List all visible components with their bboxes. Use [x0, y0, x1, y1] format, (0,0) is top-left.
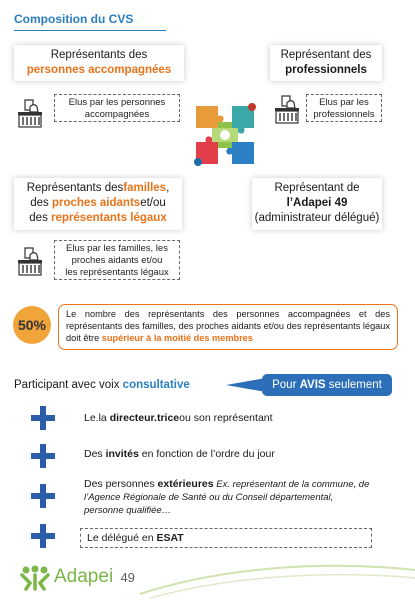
item-invites [84, 448, 275, 461]
plus-icon [31, 524, 55, 548]
ballot-box-icon [16, 98, 44, 128]
logo-number: 49 [120, 570, 135, 585]
item-exterieures-bold: extérieures [157, 478, 214, 490]
rep-adapei-line2: l’Adapei 49 [286, 197, 348, 209]
logo-name: Adapei [54, 566, 114, 587]
rep-box-familles [14, 178, 182, 230]
elus-box-familles [54, 240, 180, 280]
rep-professionnels-line1: Représentant des [280, 49, 372, 61]
adapei-logo-icon [20, 565, 50, 591]
quota-text: Le nombre des représentants des personnes accompagnées et des représentants des familles, des proches aidants et/ou des représentants légaux doit être [66, 309, 390, 343]
elus-accompagnees-line2: accompagnées [84, 109, 150, 120]
rep-familles-etou: et/ou [140, 197, 166, 209]
elus-familles-line3: les représentants légaux [65, 267, 169, 278]
item-invites-post: en fonction de l’ordre du jour [138, 448, 275, 460]
bubble-pre: Pour [272, 379, 300, 391]
item-esat [80, 528, 372, 548]
item-exterieures [84, 478, 374, 517]
page-title: Composition du CVS [14, 12, 134, 26]
bubble-post: seulement [325, 379, 382, 391]
rep-professionnels-line2: professionnels [285, 64, 367, 76]
item-directeur-pre: Le.la [84, 412, 110, 424]
rep-familles-des2: des [29, 212, 52, 224]
rep-familles-legaux: représentants légaux [51, 212, 167, 224]
percent-value: 50% [17, 317, 47, 333]
elus-box-accompagnees [54, 94, 180, 122]
quota-highlight: supérieur à la moitié des membres [101, 333, 253, 343]
rep-familles-comma: , [166, 182, 170, 194]
item-directeur-post: ou son représentant [179, 412, 273, 424]
ballot-box-icon [16, 246, 44, 276]
rep-box-accompagnees [14, 45, 184, 81]
plus-icon [31, 484, 55, 508]
participants-consultative: consultative [122, 379, 190, 391]
elus-accompagnees-line1: Elus par les personnes [68, 97, 166, 108]
item-directeur-bold: directeur.trice [109, 412, 180, 424]
item-directeur [84, 412, 273, 425]
rep-familles-prefix: Représentants des [26, 182, 124, 194]
rep-familles-line1 [14, 181, 182, 196]
elus-box-professionnels [306, 94, 382, 122]
participants-intro-text: Participant avec voix [14, 379, 123, 391]
plus-icon [31, 406, 55, 430]
ballot-box-icon [273, 94, 301, 124]
bubble-bold: AVIS [299, 379, 326, 391]
rep-familles-word: familles [123, 182, 167, 194]
participants-intro [14, 379, 190, 391]
avis-bubble [262, 374, 392, 396]
plus-icon [31, 444, 55, 468]
elus-professionnels-line1: Elus par les [319, 97, 369, 108]
rep-box-professionnels [270, 45, 382, 81]
logo-wordmark [54, 566, 135, 588]
title-underline [14, 30, 166, 31]
rep-accompagnees-line1: Représentants des [50, 49, 148, 61]
item-esat-pre: Le délégué en [87, 532, 157, 544]
percent-badge [13, 306, 51, 344]
item-invites-pre: Des [84, 448, 106, 460]
elus-familles-line1: Elus par les familles, les [66, 243, 168, 254]
elus-familles-line2: proches aidants et/ou [71, 255, 163, 266]
bubble-pointer [226, 376, 266, 394]
elus-professionnels-line2: professionnels [313, 109, 375, 120]
rep-adapei-line3: (administrateur délégué) [254, 212, 380, 224]
item-invites-bold: invités [105, 448, 139, 460]
rep-familles-line3 [14, 211, 182, 226]
rep-familles-line2 [14, 196, 182, 211]
rep-accompagnees-line2: personnes accompagnées [26, 64, 172, 76]
rep-familles-proches: proches aidants [51, 197, 141, 209]
hands-puzzle-icon [190, 100, 260, 170]
item-exterieures-italic: Ex. représentant de la commune, de l’Agence Régionale de Santé ou du Conseil départemental, personne qualifiée… [84, 479, 370, 516]
quota-info-box [58, 304, 398, 350]
item-exterieures-pre: Des personnes [84, 478, 158, 490]
rep-box-adapei [252, 178, 382, 230]
rep-familles-des: des [30, 197, 52, 209]
rep-adapei-line1: Représentant de [274, 182, 360, 194]
item-esat-bold: ESAT [156, 532, 184, 544]
